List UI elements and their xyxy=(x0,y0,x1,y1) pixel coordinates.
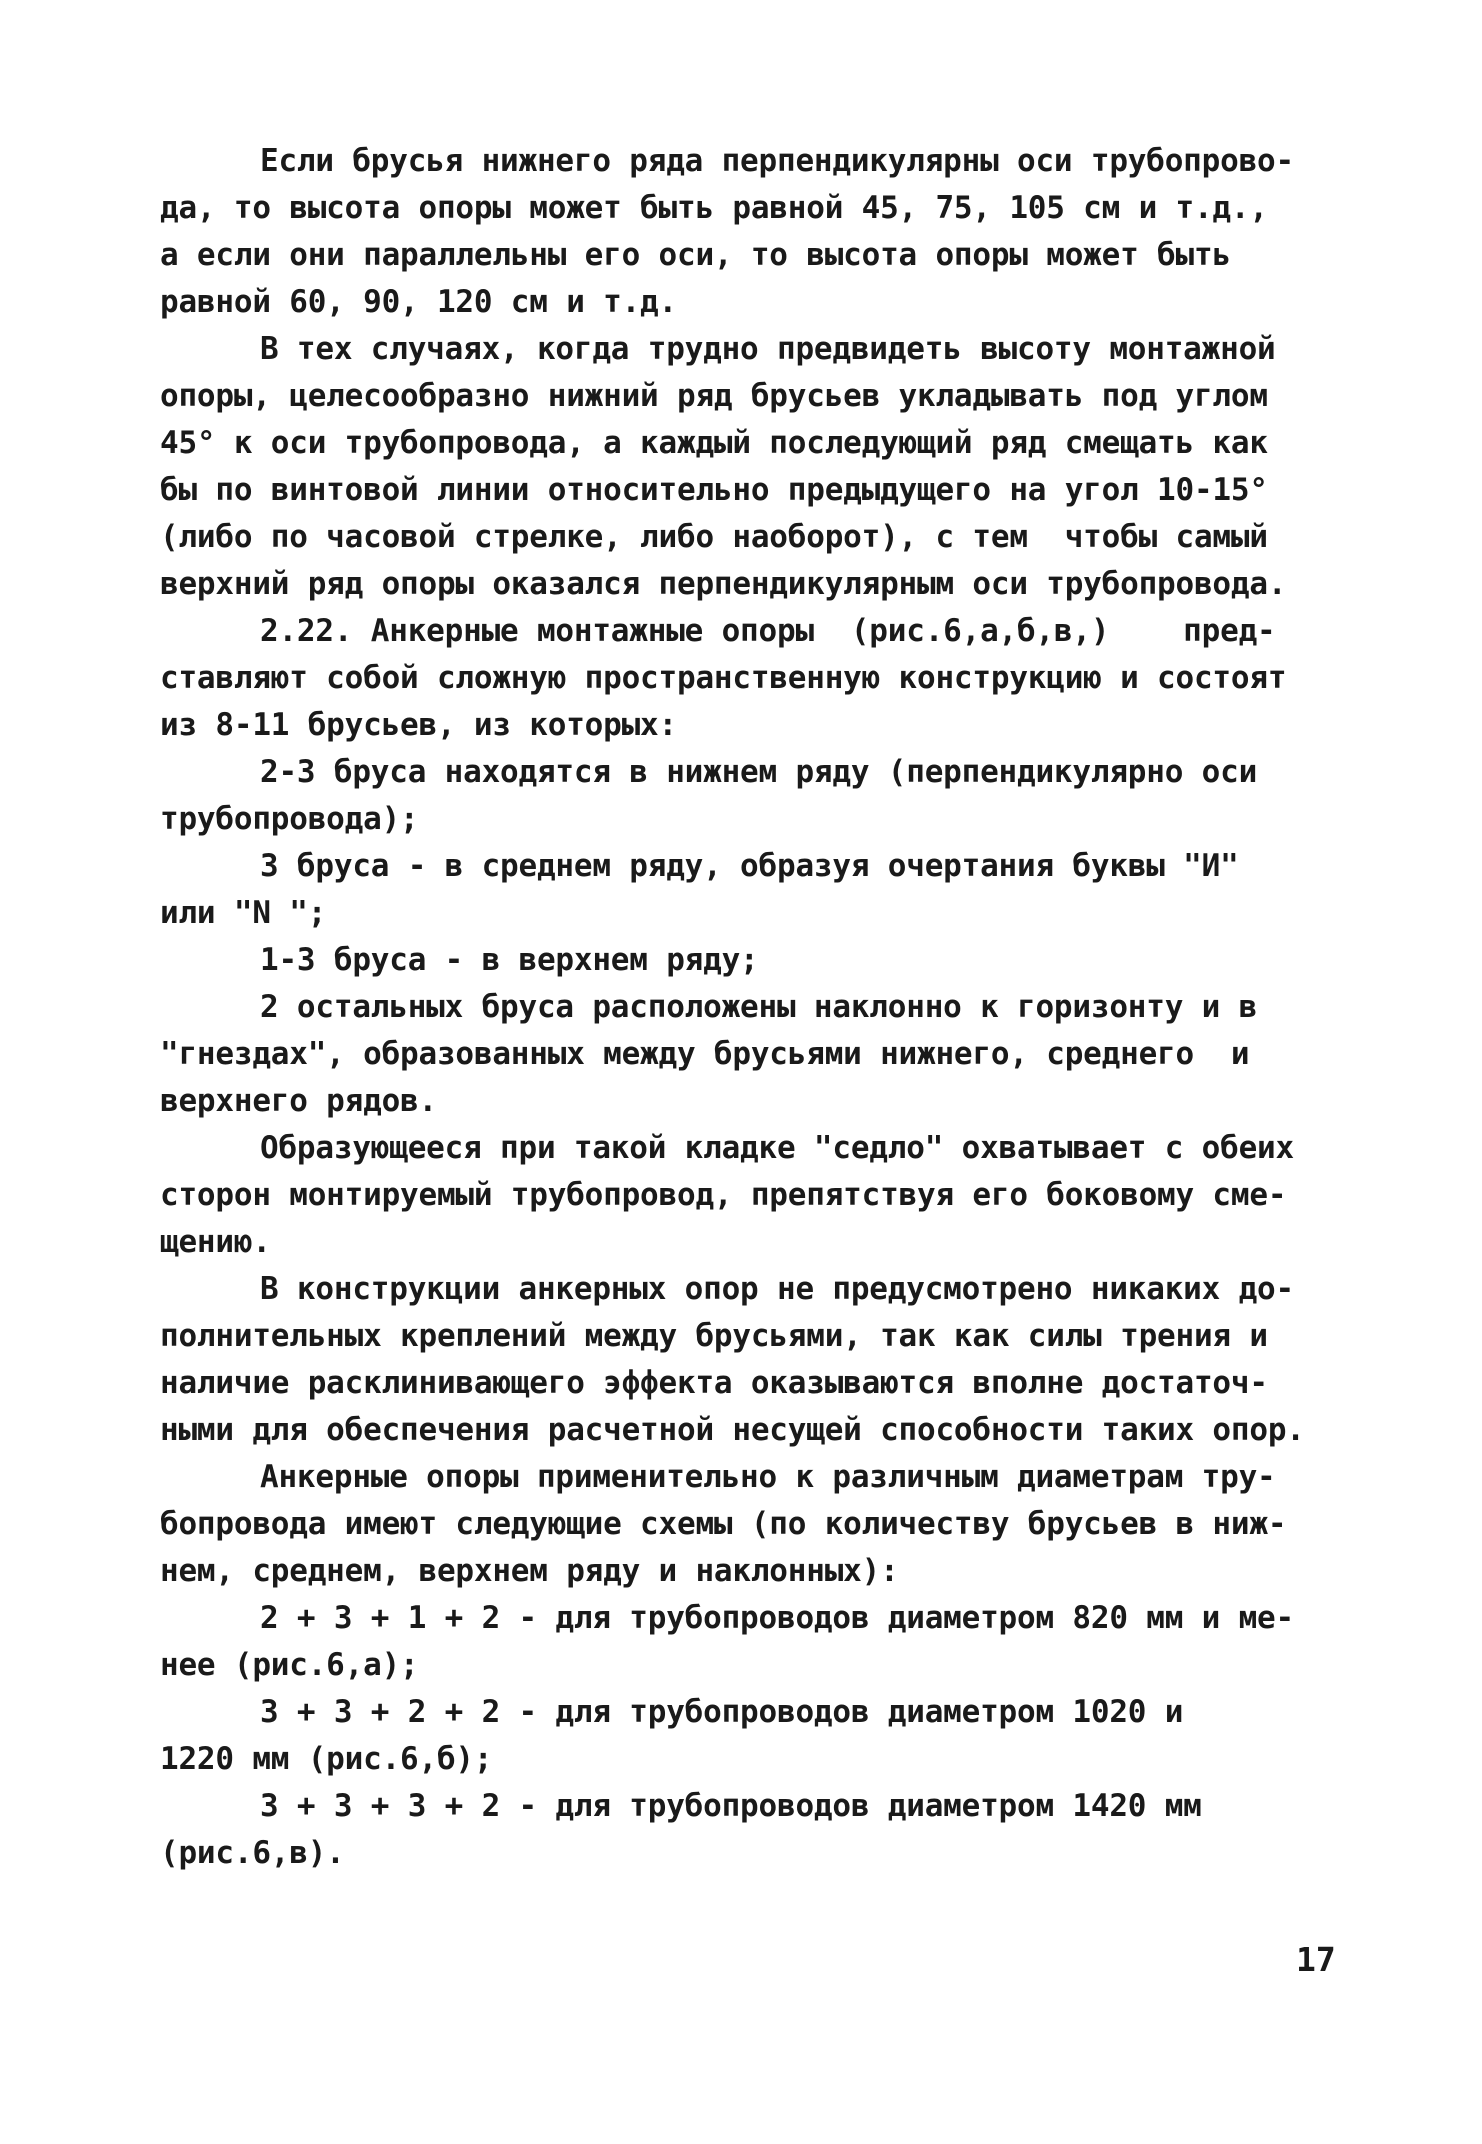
text-line: 1220 мм (рис.6,б); xyxy=(160,1741,493,1777)
paragraph-saddle xyxy=(160,1125,1340,1266)
paragraph-1 xyxy=(160,138,1340,326)
text-line: 2.22. Анкерные монтажные опоры (рис.6,а,б,в,) пред- xyxy=(260,613,1276,649)
text-line: а если они параллельны его оси, то высота опоры может быть xyxy=(160,237,1231,273)
text-line: да, то высота опоры может быть равной 45, 75, 105 см и т.д., xyxy=(160,190,1268,226)
text-line: 3 + 3 + 2 + 2 - для трубопроводов диаметром 1020 и xyxy=(260,1694,1184,1730)
text-line: ными для обеспечения расчетной несущей способности таких опор. xyxy=(160,1412,1305,1448)
text-line: 3 + 3 + 3 + 2 - для трубопроводов диаметром 1420 мм xyxy=(260,1788,1202,1824)
paragraph-schemes xyxy=(160,1454,1340,1595)
text-line: щению. xyxy=(160,1224,271,1260)
text-line: В тех случаях, когда трудно предвидеть высоту монтажной xyxy=(260,331,1276,367)
text-line: "гнездах", образованных между брусьями нижнего, среднего и xyxy=(160,1036,1250,1072)
text-line: Образующееся при такой кладке "седло" охватывает с обеих xyxy=(260,1130,1294,1166)
text-line: 1-3 бруса - в верхнем ряду; xyxy=(260,942,759,978)
text-line: полнительных креплений между брусьями, так как силы трения и xyxy=(160,1318,1268,1354)
scheme-item-1420 xyxy=(160,1783,1340,1877)
text-line: 45° к оси трубопровода, а каждый последующий ряд смещать как xyxy=(160,425,1268,461)
text-line: наличие расклинивающего эффекта оказываются вполне достаточ- xyxy=(160,1365,1268,1401)
text-line: 2 остальных бруса расположены наклонно к горизонту и в xyxy=(260,989,1258,1025)
text-line: 2-3 бруса находятся в нижнем ряду (перпендикулярно оси xyxy=(260,754,1258,790)
document-body xyxy=(160,138,1340,1877)
text-line: 3 бруса - в среднем ряду, образуя очертания буквы "И" xyxy=(260,848,1239,884)
text-line: верхнего рядов. xyxy=(160,1083,437,1119)
text-line: Если брусья нижнего ряда перпендикулярны оси трубопрово- xyxy=(260,143,1294,179)
scheme-item-1020 xyxy=(160,1689,1340,1783)
paragraph-construction xyxy=(160,1266,1340,1454)
list-item-middle-row xyxy=(160,843,1340,937)
text-line: опоры, целесообразно нижний ряд брусьев укладывать под углом xyxy=(160,378,1268,414)
list-item-bottom-row xyxy=(160,749,1340,843)
text-line: Анкерные опоры применительно к различным диаметрам тру- xyxy=(260,1459,1276,1495)
text-line: трубопровода); xyxy=(160,801,419,837)
text-line: бопровода имеют следующие схемы (по количеству брусьев в ниж- xyxy=(160,1506,1287,1542)
page-number: 17 xyxy=(1296,1940,1336,1979)
list-item-inclined xyxy=(160,984,1340,1125)
paragraph-2-22 xyxy=(160,608,1340,749)
text-line: нем, среднем, верхнем ряду и наклонных): xyxy=(160,1553,899,1589)
text-line: сторон монтируемый трубопровод, препятствуя его боковому сме- xyxy=(160,1177,1287,1213)
text-line: равной 60, 90, 120 см и т.д. xyxy=(160,284,677,320)
scheme-item-820 xyxy=(160,1595,1340,1689)
text-line: (либо по часовой стрелке, либо наоборот), с тем чтобы самый xyxy=(160,519,1268,555)
list-item-top-row xyxy=(160,937,1340,984)
text-line: бы по винтовой линии относительно предыдущего на угол 10-15° xyxy=(160,472,1268,508)
text-line: из 8-11 брусьев, из которых: xyxy=(160,707,677,743)
text-line: (рис.6,в). xyxy=(160,1835,345,1871)
paragraph-2 xyxy=(160,326,1340,608)
text-line: или "N "; xyxy=(160,895,327,931)
text-line: 2 + 3 + 1 + 2 - для трубопроводов диаметром 820 мм и ме- xyxy=(260,1600,1294,1636)
text-line: верхний ряд опоры оказался перпендикулярным оси трубопровода. xyxy=(160,566,1287,602)
text-line: ставляют собой сложную пространственную конструкцию и состоят xyxy=(160,660,1287,696)
text-line: нее (рис.6,а); xyxy=(160,1647,419,1683)
text-line: В конструкции анкерных опор не предусмотрено никаких до- xyxy=(260,1271,1294,1307)
